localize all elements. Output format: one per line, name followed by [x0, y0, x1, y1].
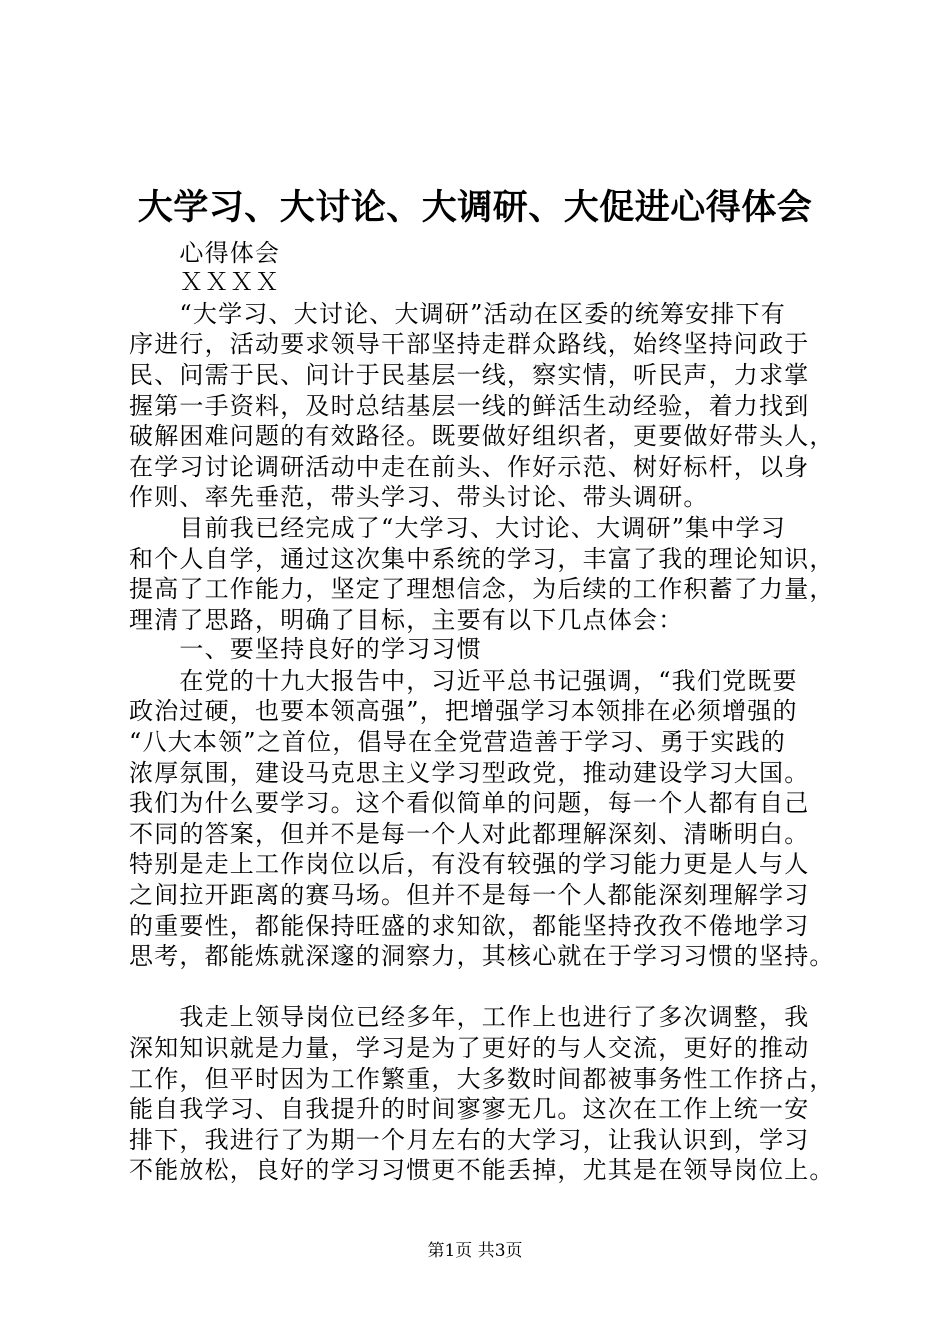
body-line: 浓厚氛围，建设马克思主义学习型政党，推动建设学习大国。 [129, 759, 810, 787]
body-line: 提高了工作能力，坚定了理想信念，为后续的工作积蓄了力量， [129, 575, 835, 603]
body-line: ＸＸＸＸ [129, 268, 281, 296]
body-line: 在党的十九大报告中，习近平总书记强调，“我们党既要 [129, 667, 798, 695]
page-footer: 第1页 共3页 [427, 1241, 523, 1261]
body-line: 作则、率先垂范，带头学习、带头讨论、带头调研。 [129, 483, 709, 511]
body-line: 能自我学习、自我提升的时间寥寥无几。这次在工作上统一安 [129, 1095, 810, 1123]
body-line: 不同的答案，但并不是每一个人对此都理解深刻、清晰明白。 [129, 820, 810, 848]
body-line: 在学习讨论调研活动中走在前头、作好示范、树好标杆，以身 [129, 453, 810, 481]
body-line: 排下，我进行了为期一个月左右的大学习，让我认识到，学习 [129, 1126, 810, 1154]
body-line: “大学习、大讨论、大调研”活动在区委的统筹安排下有 [129, 300, 786, 328]
document-title: 大学习、大讨论、大调研、大促进心得体会 [137, 187, 813, 228]
body-line: 心得体会 [129, 239, 281, 267]
body-line: 政治过硬，也要本领高强”，把增强学习本领排在必须增强的 [129, 697, 798, 725]
body-line: 之间拉开距离的赛马场。但并不是每一个人都能深刻理解学习 [129, 881, 810, 909]
body-line: 理清了思路，明确了目标，主要有以下几点体会： [129, 606, 684, 634]
body-line: 一、要坚持良好的学习习惯 [129, 635, 482, 663]
body-line: 序进行，活动要求领导干部坚持走群众路线，始终坚持问政于 [129, 330, 810, 358]
body-line: 思考，都能炼就深邃的洞察力，其核心就在于学习习惯的坚持。 [129, 942, 835, 970]
body-line: 工作，但平时因为工作繁重，大多数时间都被事务性工作挤占， [129, 1065, 835, 1093]
body-line: 我走上领导岗位已经多年，工作上也进行了多次调整，我 [129, 1003, 810, 1031]
body-line: 特别是走上工作岗位以后，有没有较强的学习能力更是人与人 [129, 850, 810, 878]
body-line: 目前我已经完成了“大学习、大讨论、大调研”集中学习 [129, 514, 786, 542]
body-line: 和个人自学，通过这次集中系统的学习，丰富了我的理论知识， [129, 545, 835, 573]
body-line: 民、问需于民、问计于民基层一线，察实情，听民声，力求掌 [129, 361, 810, 389]
body-line: 握第一手资料，及时总结基层一线的鲜活生动经验，着力找到 [129, 392, 810, 420]
body-line: 破解困难问题的有效路径。既要做好组织者，更要做好带头人， [129, 422, 835, 450]
body-line: 的重要性，都能保持旺盛的求知欲，都能坚持孜孜不倦地学习 [129, 912, 810, 940]
body-line: 我们为什么要学习。这个看似简单的问题，每一个人都有自己 [129, 789, 810, 817]
body-line: 不能放松，良好的学习习惯更不能丢掉，尤其是在领导岗位上。 [129, 1156, 835, 1184]
body-line: “八大本领”之首位，倡导在全党营造善于学习、勇于实践的 [129, 728, 786, 756]
body-line: 深知知识就是力量，学习是为了更好的与人交流，更好的推动 [129, 1034, 810, 1062]
